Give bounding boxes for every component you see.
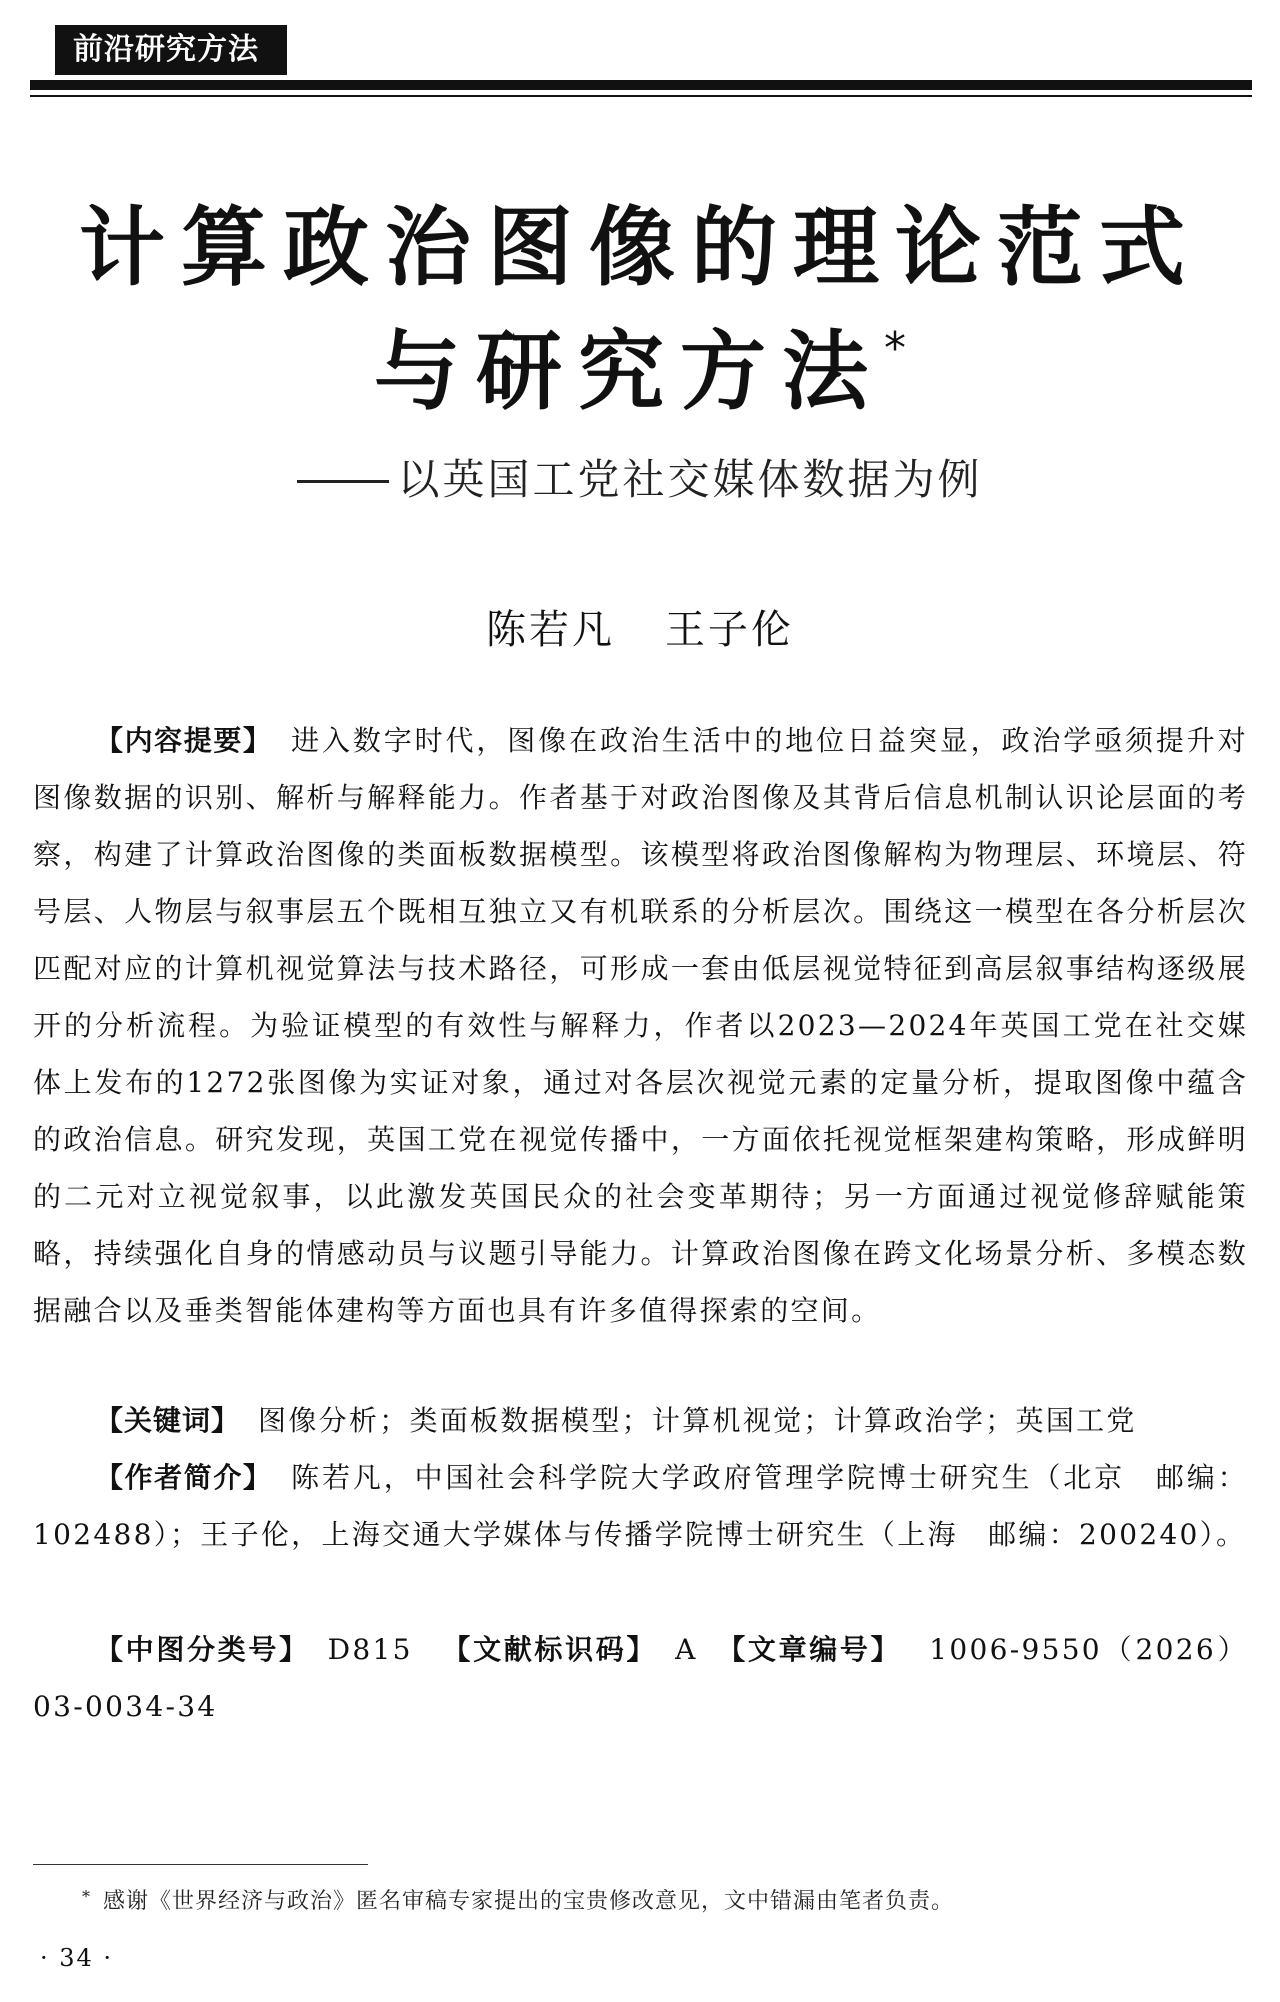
article-subtitle xyxy=(0,447,1280,507)
article-number-label: 【文章编号】 xyxy=(715,1633,902,1666)
keywords-text: 图像分析；类面板数据模型；计算机视觉；计算政治学；英国工党 xyxy=(258,1404,1137,1437)
title-footnote-marker[interactable]: * xyxy=(884,323,906,375)
classification-info xyxy=(33,1621,1248,1735)
abstract-label: 【内容提要】 xyxy=(95,724,273,757)
header-rule-thin xyxy=(30,95,1252,97)
bio-label: 【作者简介】 xyxy=(95,1461,273,1494)
clc-value: D815 xyxy=(327,1633,413,1666)
doc-code-label: 【文献标识码】 xyxy=(440,1633,658,1666)
footnote xyxy=(82,1884,954,1915)
doc-code-value: A xyxy=(675,1633,698,1666)
bio-text: 陈若凡，中国社会科学院大学政府管理学院博士研究生（北京 邮编：102488）；王子伦，上海交通大学媒体与传播学院博士研究生（上海 邮编：200240）。 xyxy=(33,1461,1248,1551)
footnote-marker: * xyxy=(82,1887,91,1906)
keywords-label: 【关键词】 xyxy=(95,1404,241,1437)
header-rule-thick xyxy=(30,80,1252,90)
author-name: 陈若凡 xyxy=(486,607,615,653)
article-title-line2 xyxy=(0,302,1280,426)
section-tag: 前沿研究方法 xyxy=(55,25,287,75)
article-title-line2-text: 与研究方法 xyxy=(374,322,884,422)
abstract xyxy=(33,712,1248,1339)
clc-label: 【中图分类号】 xyxy=(95,1633,310,1666)
author-list xyxy=(0,598,1280,655)
author-bio xyxy=(33,1449,1248,1563)
author-name: 王子伦 xyxy=(665,607,794,653)
page-number: · 34 · xyxy=(40,1944,114,1972)
abstract-text: 进入数字时代，图像在政治生活中的地位日益突显，政治学亟须提升对图像数据的识别、解析与解释能力。作者基于对政治图像及其背后信息机制认识论层面的考察，构建了计算政治图像的类面板数据模型。该模型将政治图像解构为物理层、环境层、符号层、人物层与叙事层五个既相互独立又有机联系的分析层次。围绕这一模型在各分析层次匹配对应的计算机视觉算法与技术路径，可形成一套由低层视觉特征到高层叙事结构逐级展开的分析流程。为验证模型的有效性与解释力，作者以2023—2024年英国工党在社交媒体上发布的1272张图像为实证对象，通过对各层次视觉元素的定量分析，提取图像中蕴含的政治信息。研究发现，英国工党在视觉传播中，一方面依托视觉框架建构策略，形成鲜明的二元对立视觉叙事，以此激发英国民众的社会变革期待；另一方面通过视觉修辞赋能策略，持续强化自身的情感动员与议题引导能力。计算政治图像在跨文化场景分析、多模态数据融合以及垂类智能体建构等方面也具有许多值得探索的空间。 xyxy=(33,724,1248,1327)
subtitle-dash xyxy=(297,480,389,483)
footnote-text: 感谢《世界经济与政治》匿名审稿专家提出的宝贵修改意见，文中错漏由笔者负责。 xyxy=(103,1889,955,1914)
footnote-divider xyxy=(33,1864,368,1865)
article-number-value: 1006-9550（2026）03-0034-34 xyxy=(33,1633,1248,1723)
article-title-line1: 计算政治图像的理论范式 xyxy=(79,198,1201,298)
keywords xyxy=(33,1392,1248,1449)
subtitle-text: 以英国工党社交媒体数据为例 xyxy=(397,455,983,504)
